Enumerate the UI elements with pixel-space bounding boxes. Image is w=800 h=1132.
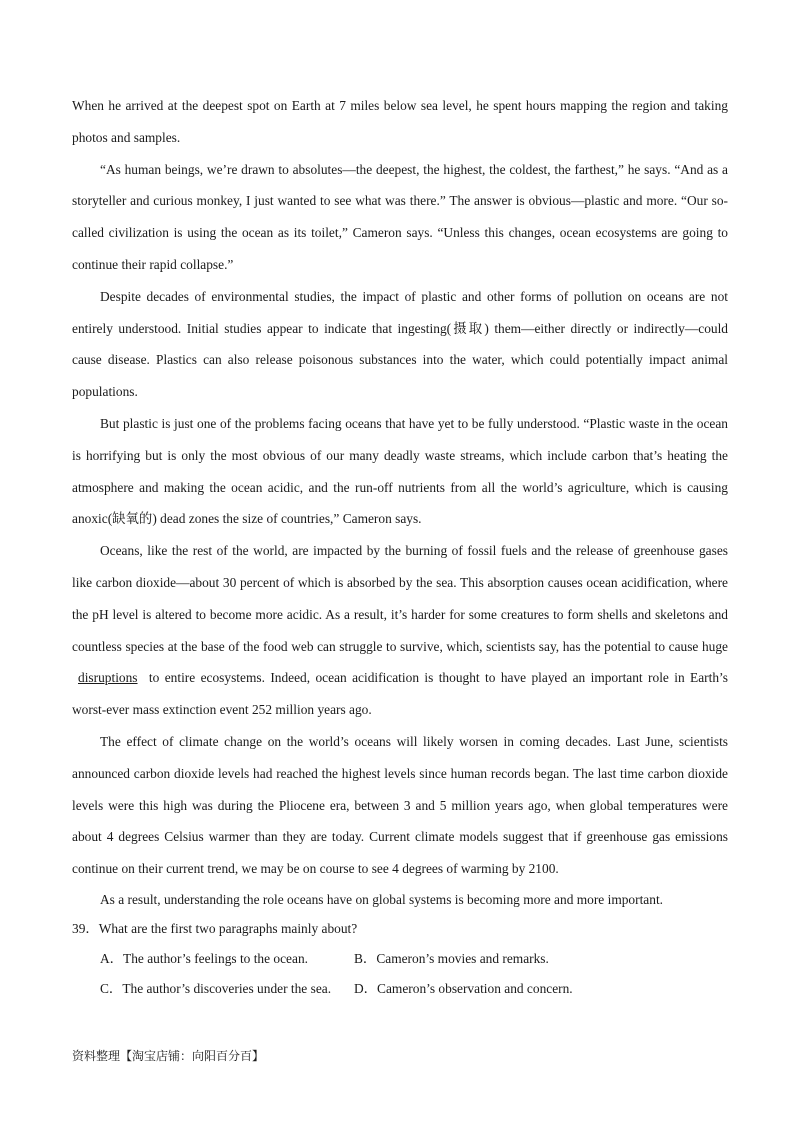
option-a: A．The author’s feelings to the ocean.: [100, 950, 308, 966]
paragraph-5-text-before: Oceans, like the rest of the world, are impacted by the burning of fossil fuels and the release of greenhouse gases like carbon dioxide—about 30 percent of which is absorbed by the sea. This absorption causes ocean acidification, where the pH level is altered to become more acidic. As a result, it’s harder for some creatures to form shells and skeletons and countless species at the base of the food web can struggle to survive, which, scientists say, has the potential to cause huge: [72, 543, 728, 654]
paragraph-2: “As human beings, we’re drawn to absolutes—the deepest, the highest, the coldest, the farthest,” he says. “And as a storyteller and curious monkey, I just wanted to see what was there.” The answer is obvious—plastic and more. “Our so-called civilization is using the ocean as its toilet,” Cameron says. “Unless this changes, ocean ecosystems are going to continue their rapid collapse.”: [72, 161, 728, 272]
paragraph-7: As a result, understanding the role oceans have on global systems is becoming more and more important.: [100, 891, 664, 907]
options-row-2: [100, 974, 728, 1004]
underlined-word: disruptions: [78, 670, 138, 686]
options-row-1: [100, 944, 728, 974]
paragraph-6: The effect of climate change on the world’s oceans will likely worsen in coming decades. Last June, scientists announced carbon dioxide levels had reached the highest levels since human records began. The last time carbon dioxide levels were this high was during the Pliocene era, between 3 and 5 million years ago, when global temperatures were about 4 degrees Celsius warmer than they are today. Current climate models suggest that if greenhouse gas emissions continue on their current trend, we may be on course to see 4 degrees of warming by 2100.: [72, 733, 728, 877]
paragraph-3: Despite decades of environmental studies, the impact of plastic and other forms of pollution on oceans are not entirely understood. Initial studies appear to indicate that ingesting(摄取) them—either directly or indirectly—could cause disease. Plastics can also release poisonous substances into the water, which could potentially impact animal populations.: [72, 288, 728, 400]
paragraph-1: When he arrived at the deepest spot on Earth at 7 miles below sea level, he spent hours mapping the region and taking photos and samples.: [72, 98, 728, 145]
paragraph-5: [72, 535, 728, 726]
option-b: B．Cameron’s movies and remarks.: [354, 950, 549, 966]
footer-note: 资料整理【淘宝店铺：向阳百分百】: [72, 1049, 265, 1063]
paragraph-4: But plastic is just one of the problems facing oceans that have yet to be fully understood. “Plastic waste in the ocean is horrifying but is only the most obvious of our many deadly waste streams, which include carbon that’s heating the atmosphere and making the ocean acidic, and the run-off nutrients from all the world’s agriculture, which is causing anoxic(缺氧的) dead zones the size of countries,” Cameron says.: [72, 415, 728, 527]
question-39: 39．What are the first two paragraphs mainly about?: [72, 920, 358, 936]
option-d: D．Cameron’s observation and concern.: [354, 980, 573, 996]
paragraph-5-text-after: to entire ecosystems. Indeed, ocean acidification is thought to have played an important role in Earth’s worst-ever mass extinction event 252 million years ago.: [72, 670, 728, 718]
option-c: C．The author’s discoveries under the sea.: [100, 980, 332, 996]
document-body: [72, 90, 728, 1004]
